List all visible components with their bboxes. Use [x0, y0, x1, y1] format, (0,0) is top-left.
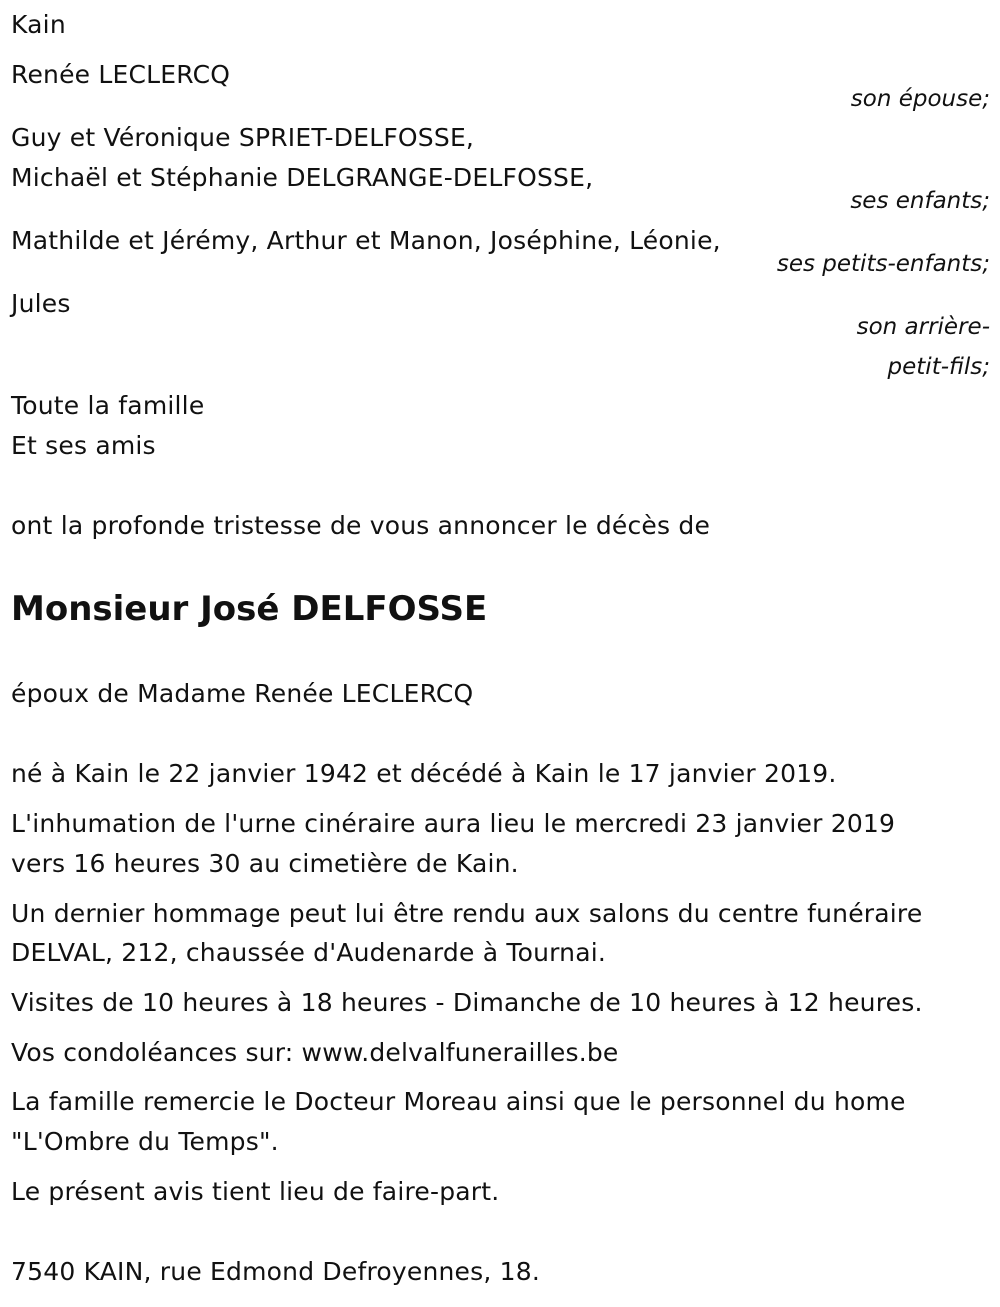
tribute-line-2: DELVAL, 212, chaussée d'Audenarde à Tournai. [11, 938, 607, 967]
announcement-text: ont la profonde tristesse de vous annoncer le décès de [11, 511, 711, 540]
thanks-line-1: La famille remercie le Docteur Moreau ainsi que le personnel du home [11, 1087, 906, 1116]
birth-death-line: né à Kain le 22 janvier 1942 et décédé à Kain le 17 janvier 2019. [11, 759, 837, 788]
great-grandchild-name: Jules [11, 289, 71, 318]
grandchildren-role: ses petits-enfants; [776, 251, 990, 277]
spouse-role: son épouse; [850, 86, 990, 112]
address-line: 7540 KAIN, rue Edmond Defroyennes, 18. [11, 1257, 540, 1286]
children-role: ses enfants; [850, 188, 990, 214]
deceased-name: Monsieur José DELFOSSE [11, 589, 488, 629]
family-line-1: Toute la famille [11, 391, 205, 420]
spouse-line: époux de Madame Renée LECLERCQ [11, 679, 474, 708]
location-heading: Kain [11, 10, 66, 39]
notice-line: Le présent avis tient lieu de faire-part. [11, 1177, 500, 1206]
burial-line-2: vers 16 heures 30 au cimetière de Kain. [11, 849, 519, 878]
visits-line: Visites de 10 heures à 18 heures - Dimanche de 10 heures à 12 heures. [11, 988, 923, 1017]
spouse-name: Renée LECLERCQ [11, 60, 231, 89]
children-name-2: Michaël et Stéphanie DELGRANGE-DELFOSSE, [11, 163, 594, 192]
children-name-1: Guy et Véronique SPRIET-DELFOSSE, [11, 123, 475, 152]
grandchildren-names: Mathilde et Jérémy, Arthur et Manon, Joséphine, Léonie, [11, 226, 721, 255]
condolences-line: Vos condoléances sur: www.delvalfunerailles.be [11, 1038, 619, 1067]
great-grandchild-role-2: petit-fils; [887, 354, 990, 380]
thanks-line-2: "L'Ombre du Temps". [11, 1127, 279, 1156]
great-grandchild-role-1: son arrière- [856, 314, 990, 340]
family-line-2: Et ses amis [11, 431, 156, 460]
tribute-line-1: Un dernier hommage peut lui être rendu aux salons du centre funéraire [11, 899, 923, 928]
burial-line-1: L'inhumation de l'urne cinéraire aura lieu le mercredi 23 janvier 2019 [11, 809, 896, 838]
